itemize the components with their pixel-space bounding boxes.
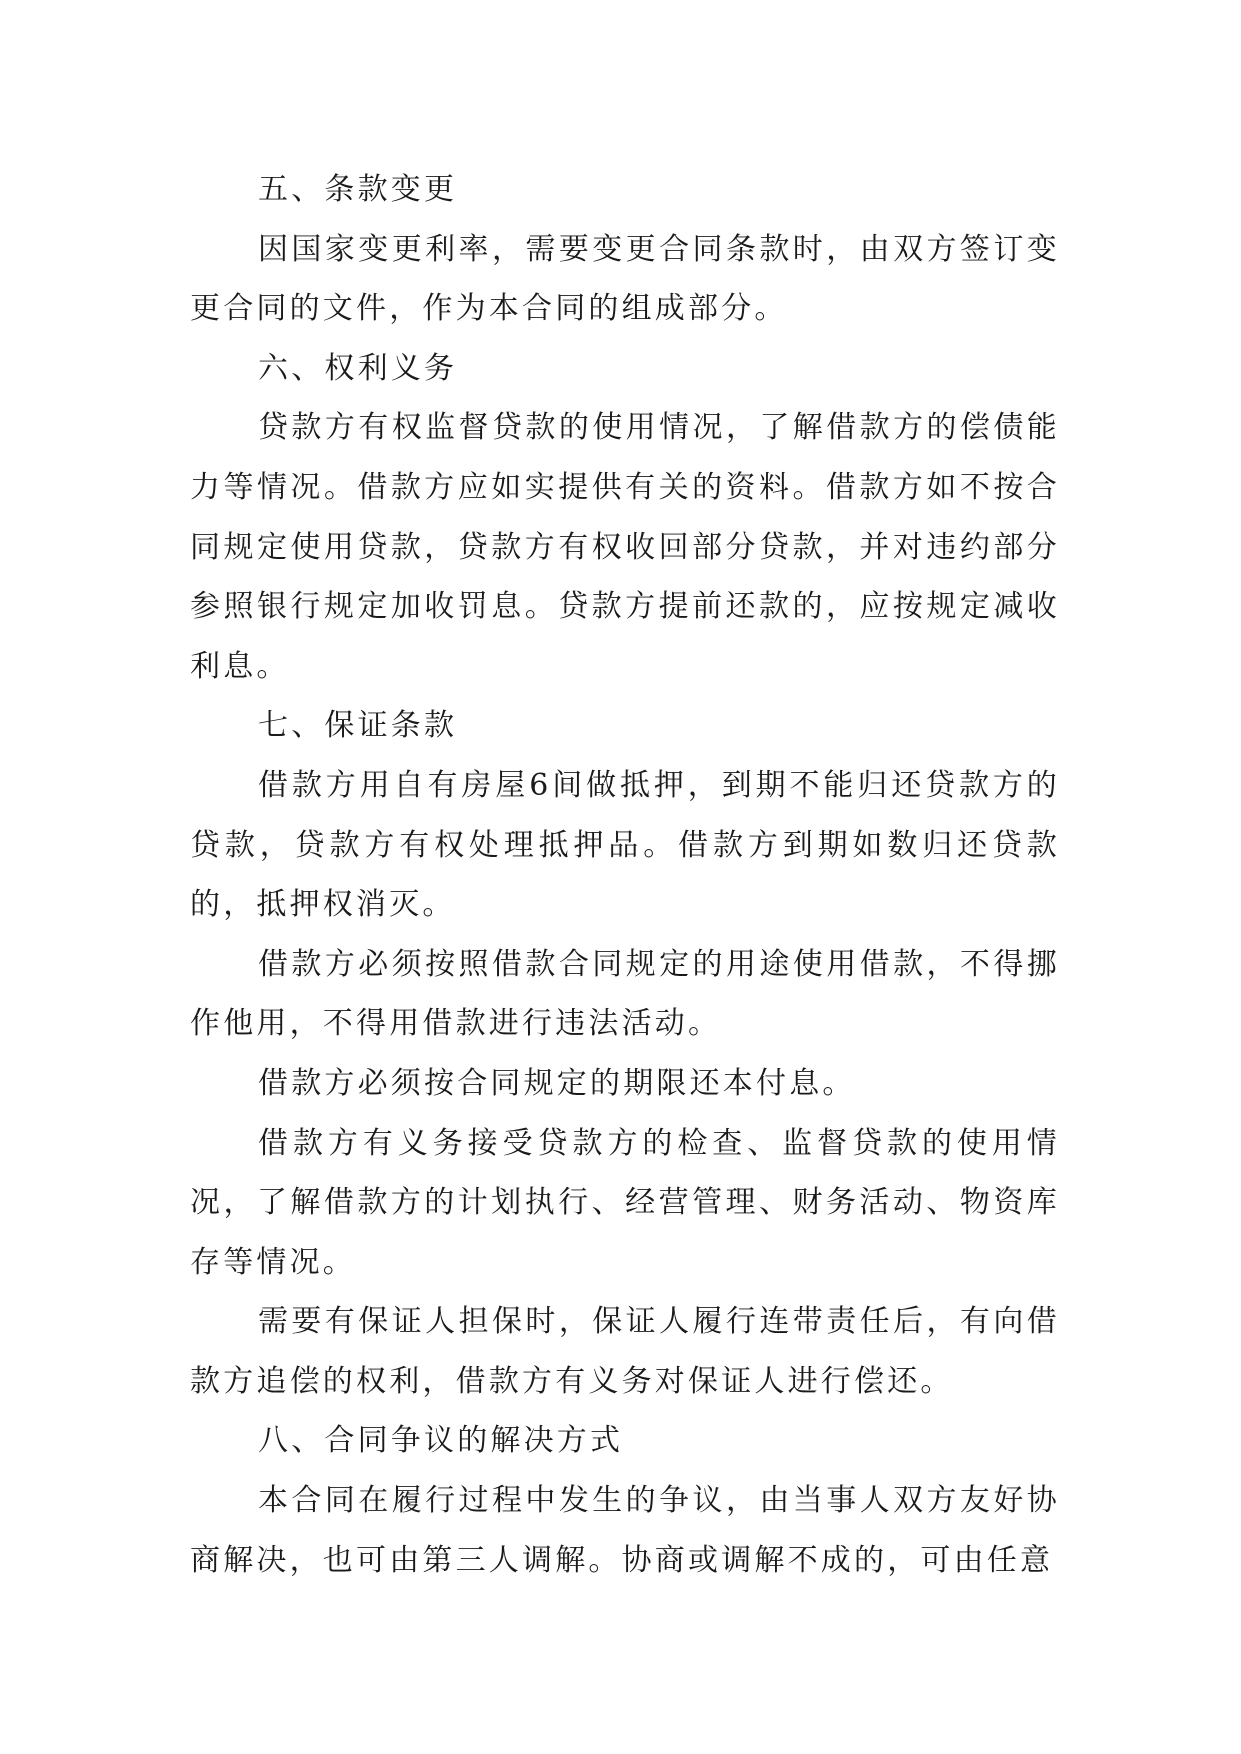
- section-heading-rights-obligations: 六、权利义务: [258, 350, 458, 386]
- paragraph-clause-change: 因国家变更利率，需要变更合同条款时，由双方签订变更合同的文件，作为本合同的组成部分。: [190, 231, 1060, 327]
- section-heading-dispute-resolution: 八、合同争议的解决方式: [258, 1423, 624, 1459]
- paragraph-mortgage: 借款方用自有房屋6间做抵押，到期不能归还贷款方的贷款，贷款方有权处理抵押品。借款方到期如数归还贷款的，抵押权消灭。: [190, 767, 1060, 923]
- paragraph-dispute-resolution: 本合同在履行过程中发生的争议，由当事人双方友好协商解决，也可由第三人调解。协商或调解不成的，可由任意: [190, 1483, 1060, 1578]
- paragraph-repayment: 借款方必须按合同规定的期限还本付息。: [258, 1065, 856, 1101]
- paragraph-inspection: 借款方有义务接受贷款方的检查、监督贷款的使用情况，了解借款方的计划执行、经营管理、财务活动、物资库存等情况。: [190, 1125, 1060, 1280]
- paragraph-rights-obligations: 贷款方有权监督贷款的使用情况，了解借款方的偿债能力等情况。借款方应如实提供有关的资料。借款方如不按合同规定使用贷款，贷款方有权收回部分贷款，并对违约部分参照银行规定加收罚息。贷款方提前还款的，应按规定减收利息。: [190, 410, 1060, 684]
- section-heading-clause-change: 五、条款变更: [258, 172, 458, 207]
- section-heading-guarantee-clause: 七、保证条款: [258, 708, 458, 744]
- paragraph-loan-usage: 借款方必须按照借款合同规定的用途使用借款，不得挪作他用，不得用借款进行违法活动。: [190, 946, 1060, 1042]
- paragraph-guarantor: 需要有保证人担保时，保证人履行连带责任后，有向借款方追偿的权利，借款方有义务对保证人进行偿还。: [190, 1304, 1060, 1399]
- document-body: [190, 160, 1060, 1590]
